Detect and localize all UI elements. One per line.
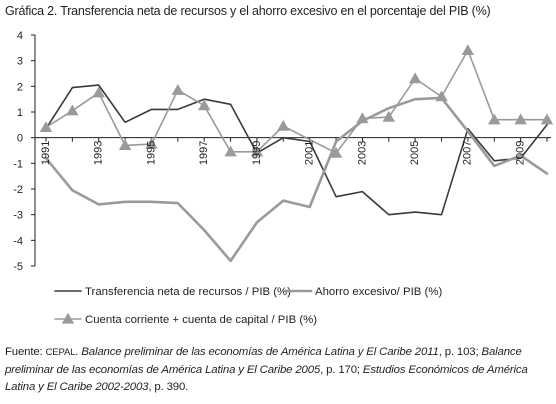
x-tick-label: 2001	[303, 140, 316, 166]
y-tick-label: 2	[16, 81, 23, 94]
source-reference-3: Estudios Económicos de América Latina y El Caribe 2002-2003	[5, 363, 528, 393]
source-note: Fuente: CEPAL. Balance preliminar de las economías de América Latina y El Caribe 2011, p. 103; Balance preliminar de las economías de América Latina y El Caribe 2005, p. 170; Estudios Económicos de América Latina y El Caribe 2002-2003, p. 390.	[5, 346, 528, 393]
y-tick-label: 0	[16, 132, 23, 145]
data-point-triangle	[277, 120, 289, 131]
series-2	[46, 98, 547, 261]
data-point-triangle	[409, 72, 421, 83]
source-page-2: , p. 170;	[320, 363, 363, 376]
y-tick-label: 4	[16, 30, 23, 42]
source-reference-2: Balance preliminar de las economías de América Latina y El Caribe 2005	[5, 346, 522, 376]
y-tick-label: 3	[16, 55, 23, 68]
legend-item-1	[55, 286, 291, 298]
source-page-1: , p. 103;	[438, 346, 482, 358]
data-point-triangle	[462, 44, 474, 55]
chart-legend	[55, 286, 442, 326]
source-label: Fuente:	[5, 346, 46, 358]
y-tick-label: 1	[16, 107, 23, 119]
data-point-triangle	[66, 105, 78, 116]
y-tick-label: -5	[13, 261, 23, 273]
x-tick-label: 2003	[356, 140, 369, 166]
series-line	[46, 98, 547, 261]
tick-labels	[13, 30, 526, 273]
x-tick-label: 1993	[92, 140, 105, 166]
legend-item-2	[285, 286, 442, 298]
x-tick-label: 1995	[145, 140, 158, 166]
x-tick-label: 2005	[409, 140, 422, 166]
data-point-triangle	[383, 111, 395, 122]
source-reference-1: Balance preliminar de las economías de América Latina y El Caribe 2011	[81, 346, 439, 358]
x-tick-label: 1991	[39, 140, 52, 166]
series-layer	[40, 44, 553, 261]
data-point-triangle	[172, 84, 184, 95]
legend-item-3	[55, 313, 317, 326]
x-tick-label: 1999	[250, 140, 263, 166]
y-tick-label: -1	[13, 158, 23, 171]
legend-label: Ahorro excesivo/ PIB (%)	[315, 286, 443, 298]
x-tick-label: 2009	[514, 140, 527, 166]
source-org: CEPAL	[45, 347, 76, 358]
legend-label: Cuenta corriente + cuenta de capital / PIB (%)	[85, 314, 318, 326]
data-point-triangle	[435, 90, 447, 101]
chart-title: Gráfica 2. Transferencia neta de recursos y el ahorro excesivo en el porcentaje del PIB (%)	[5, 4, 491, 18]
legend-label: Transferencia neta de recursos / PIB (%)	[85, 286, 291, 298]
y-tick-label: -3	[13, 209, 23, 222]
source-page-3: , p. 390.	[148, 381, 189, 393]
x-tick-label: 1997	[198, 140, 211, 166]
y-tick-label: -4	[13, 235, 23, 248]
y-tick-label: -2	[13, 184, 23, 196]
x-tick-label: 2007	[461, 140, 474, 166]
